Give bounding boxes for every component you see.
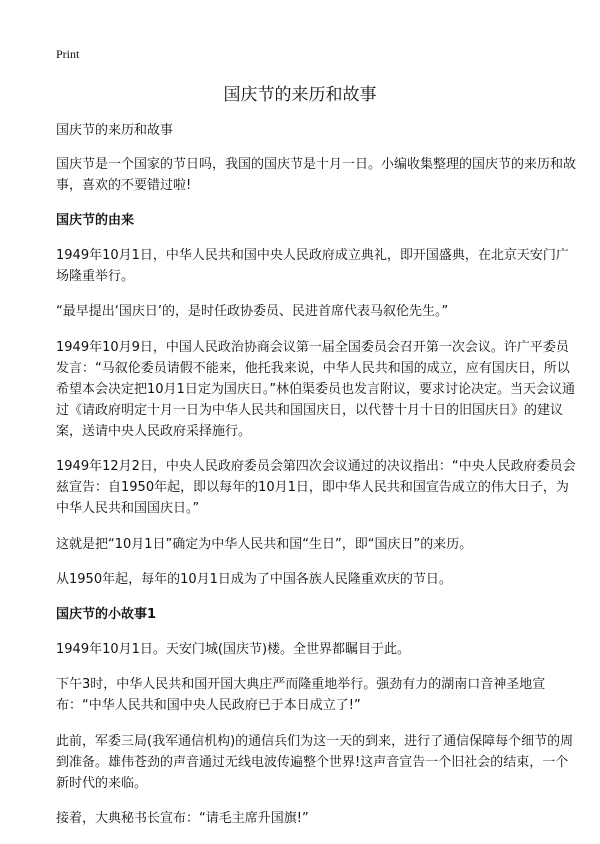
paragraph: 1949年10月9日，中国人民政治协商会议第一届全国委员会召开第一次会议。许广平委员发言：“马叙伦委员请假不能来，他托我来说，中华人民共和国的成立，应有国庆日，所以希望本会决定把10月1日定为国庆日。”林伯渠委员也发言附议，要求讨论决定。当天会议通过《请政府明定十月一日为中华人民共和国国庆日，以代替十月十日的旧国庆日》的建议案，送请中央人民政府采择施行。 xyxy=(56,339,576,439)
page-title: 国庆节的来历和故事 xyxy=(223,85,377,105)
paragraph: 接着，大典秘书长宣布：“请毛主席升国旗!” xyxy=(56,811,309,826)
paragraph: “最早提出‘国庆日’的，是时任政协委员、民进首席代表马叙伦先生。” xyxy=(56,304,449,319)
intro-paragraph: 国庆节是一个国家的节日吗，我国的国庆节是十月一日。小编收集整理的国庆节的来历和故事，喜欢的不要错过啦! xyxy=(56,157,577,193)
article-body xyxy=(56,120,576,844)
paragraph: 1949年12月2日，中央人民政府委员会第四次会议通过的决议指出：“中央人民政府委员会兹宣告：自1950年起，即以每年的10月1日，即中华人民共和国宣告成立的伟大日子，为中华人民共和国国庆日。” xyxy=(56,459,576,516)
print-link[interactable]: Print xyxy=(56,47,80,61)
paragraph: 这就是把“10月1日”确定为中华人民共和国“生日”，即“国庆日”的来历。 xyxy=(56,536,473,552)
paragraph: 从1950年起，每年的10月1日成为了中国各族人民隆重欢庆的节日。 xyxy=(56,572,452,587)
paragraph: 下午3时，中华人民共和国开国大典庄严而隆重地举行。强劲有力的湖南口音神圣地宣布：“中华人民共和国中央人民政府已于本日成立了!” xyxy=(56,677,546,713)
section-heading-story: 国庆节的小故事1 xyxy=(56,606,157,622)
paragraph: 1949年10月1日。天安门城(国庆节)楼。全世界都瞩目于此。 xyxy=(56,641,411,657)
article-subtitle: 国庆节的来历和故事 xyxy=(56,123,174,138)
section-heading-origin: 国庆节的由来 xyxy=(56,212,135,228)
paragraph: 此前，军委三局(我军通信机构)的通信兵们为这一天的到来，进行了通信保障每个细节的周到准备。雄伟苍劲的声音通过无线电波传遍整个世界!这声音宣告一个旧社会的结束，一个新时代的来临。 xyxy=(56,733,574,791)
paragraph: 1949年10月1日，中华人民共和国中央人民政府成立典礼，即开国盛典，在北京天安门广场隆重举行。 xyxy=(56,247,569,284)
